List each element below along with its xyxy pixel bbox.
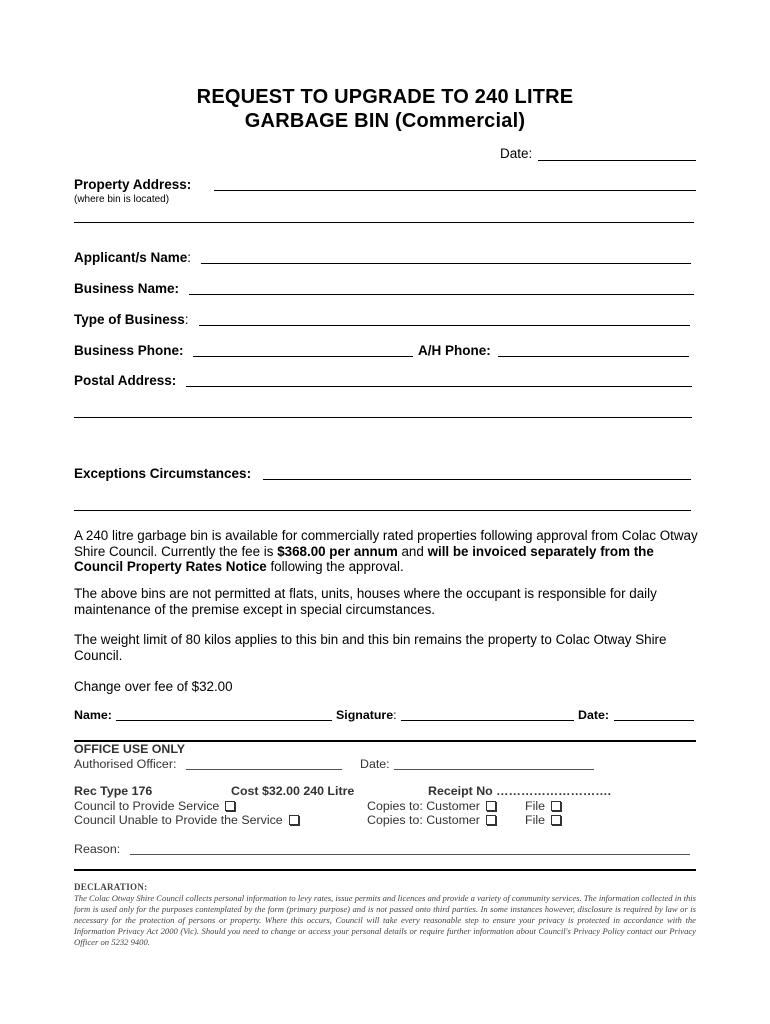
restriction-paragraph: The above bins are not permitted at flats, units, houses where the occupant is responsible for daily maintenance of the premise except in special circumstances. (74, 586, 657, 617)
reason-field[interactable] (130, 854, 690, 855)
exceptions-label: Exceptions Circumstances: (74, 466, 252, 481)
type-of-business-label: Type of Business: (74, 312, 189, 327)
applicant-name-label: Applicant/s Name: (74, 250, 192, 265)
checkbox-icon[interactable] (486, 801, 496, 811)
file-option-2[interactable]: File (525, 813, 561, 827)
postal-address-label: Postal Address: (74, 373, 177, 388)
checkbox-icon[interactable] (551, 801, 561, 811)
declaration-heading: DECLARATION: (74, 882, 148, 892)
sign-name-field[interactable] (116, 720, 332, 721)
form-title-line-1: REQUEST TO UPGRADE TO 240 LITRE (196, 86, 574, 108)
declaration-text: The Colac Otway Shire Council collects personal information to levy rates, issue permits and licences and provide a variety of community services. The information collected in this form is used only for the purposes contemplated by the form (primary purpose) and is not passed onto third parties. In some instances however, disclosure is required by law or is necessary for the protection of persons or property. Where this occurs, Council will take every reasonable step to ensure your privacy is protected in accordance with the Information Privacy Act 2000 (Vic). Should you need to change or access your personal details or require further information about Council's Privacy Policy contact our Privacy Officer on 5232 9400. (74, 893, 696, 947)
office-date-field[interactable] (394, 769, 594, 770)
office-date-label: Date: (360, 757, 390, 771)
checkbox-icon[interactable] (551, 815, 561, 825)
exceptions-field-2[interactable] (74, 510, 691, 511)
property-address-label: Property Address: (74, 177, 192, 192)
receipt-no-label: Receipt No ………………………. (428, 784, 612, 798)
business-phone-label: Business Phone: (74, 343, 184, 358)
business-phone-field[interactable] (193, 356, 413, 357)
checkbox-icon[interactable] (486, 815, 496, 825)
rec-type: Rec Type 176 (74, 784, 153, 798)
form-title-line-2: GARBAGE BIN (Commercial) (244, 110, 526, 132)
authorised-officer-label: Authorised Officer: (74, 757, 177, 771)
business-name-field[interactable] (189, 294, 694, 295)
signature-field[interactable] (401, 720, 574, 721)
reason-label: Reason: (74, 842, 121, 856)
cost-label: Cost $32.00 240 Litre (231, 784, 355, 798)
copies-customer-option-2[interactable]: Copies to: Customer (367, 813, 496, 827)
exceptions-field[interactable] (263, 479, 691, 480)
ah-phone-field[interactable] (498, 356, 689, 357)
office-use-heading: OFFICE USE ONLY (74, 742, 186, 756)
copies-customer-option-1[interactable]: Copies to: Customer (367, 799, 496, 813)
office-bottom-rule (74, 869, 696, 871)
property-address-field[interactable] (214, 190, 696, 191)
changeover-fee-text: Change over fee of $32.00 (74, 679, 233, 694)
date-label: Date: (500, 146, 533, 161)
property-address-note: (where bin is located) (74, 194, 170, 205)
checkbox-icon[interactable] (289, 815, 299, 825)
business-name-label: Business Name: (74, 281, 180, 296)
applicant-name-field[interactable] (201, 263, 691, 264)
weight-limit-paragraph: The weight limit of 80 kilos applies to this bin and this bin remains the property to Colac Otway Shire Council. (74, 632, 667, 663)
file-option-1[interactable]: File (525, 799, 561, 813)
type-of-business-field[interactable] (199, 325, 690, 326)
postal-address-field[interactable] (186, 386, 692, 387)
council-provide-option[interactable]: Council to Provide Service (74, 799, 235, 813)
signature-label: Signature: (336, 708, 397, 722)
sign-name-label: Name: (74, 708, 112, 722)
ah-phone-label: A/H Phone: (418, 343, 491, 358)
council-unable-option[interactable]: Council Unable to Provide the Service (74, 813, 299, 827)
date-field[interactable] (538, 160, 696, 161)
sign-date-field[interactable] (614, 720, 694, 721)
postal-address-field-2[interactable] (74, 417, 692, 418)
sign-date-label: Date: (578, 708, 609, 722)
fee-paragraph: A 240 litre garbage bin is available for commercially rated properties following approval from Colac Otway Shire Council. Currently the fee is $368.00 per annum and will be invoiced separately from the Council Property Rates Notice following the approval. (74, 528, 698, 574)
checkbox-icon[interactable] (225, 801, 235, 811)
property-address-field-2[interactable] (74, 222, 694, 223)
authorised-officer-field[interactable] (186, 769, 342, 770)
